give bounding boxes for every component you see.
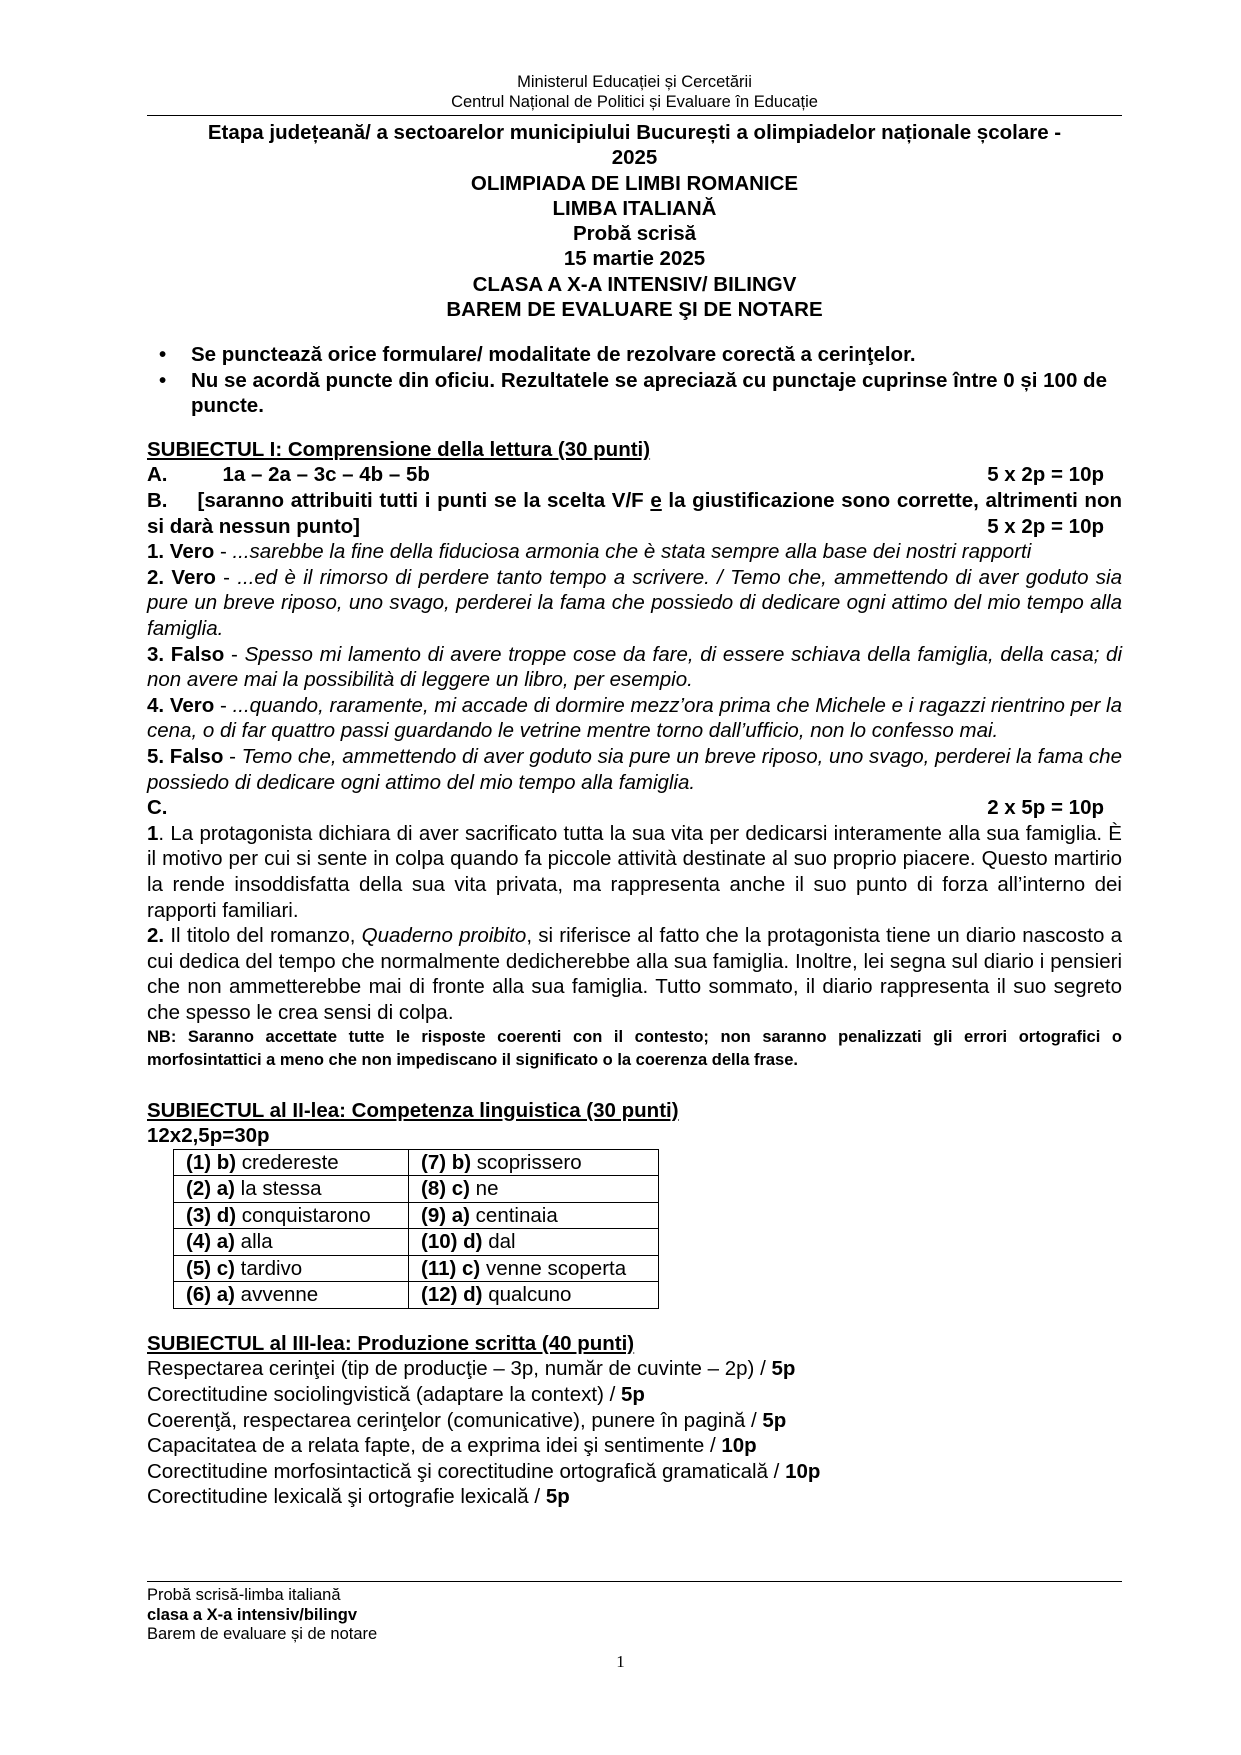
footer-divider [147, 1581, 1122, 1582]
item-label: 1 [147, 821, 159, 845]
bullet-icon: • [159, 343, 167, 367]
criterion-text: Corectitudine lexicală şi ortografie lexicală / [147, 1485, 546, 1509]
bullet-icon: • [159, 368, 167, 392]
answers-table [173, 1149, 659, 1309]
item-label: 3. Falso [147, 642, 225, 666]
table-row [174, 1255, 659, 1282]
table-cell [409, 1149, 659, 1176]
answer-value: avvenne [234, 1283, 319, 1307]
criterion-points: 5p [771, 1357, 796, 1381]
table-cell [174, 1202, 409, 1229]
note-text: [saranno attribuiti tutti i punti se la scelta V/F [197, 489, 651, 513]
list-item [147, 744, 1122, 795]
table-row [174, 1202, 659, 1229]
points: 2 x 5p = 10p [987, 796, 1104, 820]
document-title [147, 120, 1122, 322]
answer-value: credereste [236, 1150, 339, 1174]
answer-value: venne scoperta [480, 1256, 627, 1280]
document-page [147, 72, 1122, 1510]
list-item [147, 368, 1122, 419]
table-row [174, 1229, 659, 1256]
general-rules-list [147, 342, 1122, 419]
title-line: Probă scrisă [572, 222, 697, 246]
answer-key: (3) d) [186, 1203, 237, 1227]
item-text: , si riferisce al fatto che la protagonista tiene un diario nascosto a cui dedica del tempo che normalmente dedicherebbe alla sua famiglia. Inoltre, lei segna sul diario i pensieri che non ammetterebbe mai di fronte alla sua famiglia. Tutto sommato, il diario rappresenta il suo segreto che spesso le crea sensi di colpa. [147, 924, 1122, 1024]
item-label: 5. Falso [147, 745, 224, 768]
table-cell [174, 1282, 409, 1309]
part-label: C. [147, 796, 168, 820]
table-cell [409, 1176, 659, 1203]
section-3 [147, 1331, 1122, 1510]
answer-value: alla [234, 1230, 273, 1254]
table-cell [174, 1255, 409, 1282]
answer-value: ne [469, 1177, 499, 1201]
true-false-list [147, 539, 1122, 795]
table-cell [409, 1202, 659, 1229]
title-line: 15 martie 2025 [563, 247, 706, 271]
title-line: BAREM DE EVALUARE ŞI DE NOTARE [446, 298, 823, 322]
list-item [147, 693, 1122, 744]
list-item [147, 642, 1122, 693]
title-line: Etapa județeană/ a sectoarelor municipiului București a olimpiadelor naționale școlare - [207, 121, 1062, 144]
ministry-name: Ministerul Educației și Cercetării [517, 73, 752, 91]
list-item [147, 1356, 1122, 1382]
answers: 1a – 2a – 3c – 4b – 5b [222, 463, 430, 487]
title-line: LIMBA ITALIANĂ [552, 196, 717, 220]
item-label: 2. [147, 924, 165, 948]
list-item [147, 1484, 1122, 1510]
part-b [147, 488, 1122, 539]
rule-text: Nu se acordă puncte din oficiu. Rezultatele se apreciază cu punctaje cuprinse între 0 și 100 de puncte. [191, 368, 1107, 418]
answer-value: scoprissero [471, 1150, 582, 1174]
answer-value: centinaia [469, 1203, 558, 1227]
criterion-text: Capacitatea de a relata fapte, de a exprima idei şi sentimente / [147, 1434, 722, 1458]
answer-key: (6) a) [186, 1283, 235, 1307]
header [147, 72, 1122, 112]
part-label: A. [147, 463, 168, 487]
criterion-text: Respectarea cerinţei (tip de producţie – 3p, număr de cuvinte – 2p) / [147, 1357, 772, 1381]
answer-key: (10) d) [421, 1230, 483, 1254]
item-text: . La protagonista dichiara di aver sacrificato tutta la sua vita per dedicarsi interamente alla sua famiglia. È il motivo per cui si sente in colpa quando fa piccole attività destinate al suo proprio piacere. Questo martirio la rende insoddisfatta della sua vita privata, ma rappresenta anche il suo punto di forza all’interno dei rapporti familiari. [147, 821, 1122, 922]
table-row [174, 1282, 659, 1309]
answer-c1 [147, 821, 1122, 923]
title-line: OLIMPIADA DE LIMBI ROMANICE [470, 171, 799, 195]
item-text: ...quando, raramente, mi accade di dormire mezz’ora prima che Michele e i ragazzi rientrino per la cena, o di far quattro passi guardando le vetrine mentre torno dall’ufficio, non lo confesso mai. [147, 693, 1122, 743]
answer-value: tardivo [234, 1256, 303, 1280]
separator: - [214, 693, 233, 717]
part-label: B. [147, 489, 168, 513]
answer-key: (12) d) [421, 1283, 483, 1307]
separator: - [214, 540, 233, 564]
separator: - [223, 745, 242, 768]
table-row [174, 1176, 659, 1203]
item-label: 4. Vero [147, 693, 215, 717]
page-number: 1 [616, 1652, 625, 1671]
answer-value: la stessa [234, 1177, 322, 1201]
table-cell [174, 1229, 409, 1256]
separator: - [224, 642, 245, 666]
separator: - [215, 565, 238, 589]
note-text: e [650, 489, 662, 513]
book-title: Quaderno proibito [361, 924, 527, 948]
list-item [147, 539, 1122, 565]
rule-text: Se punctează orice formulare/ modalitate de rezolvare corectă a cerinţelor. [191, 343, 916, 367]
answer-key: (8) c) [421, 1177, 470, 1201]
answer-key: (5) c) [186, 1256, 235, 1280]
answer-key: (7) b) [421, 1150, 472, 1174]
section-heading: SUBIECTUL I: Comprensione della lettura (30 punti) [147, 437, 651, 461]
list-item [147, 1433, 1122, 1459]
answer-value: dal [482, 1230, 516, 1254]
criterion-points: 5p [621, 1382, 645, 1406]
answer-c2 [147, 923, 1122, 1025]
answer-key: (1) b) [186, 1150, 237, 1174]
footer-line: clasa a X-a intensiv/bilingv [147, 1605, 357, 1624]
table-row [174, 1149, 659, 1176]
criterion-text: Corectitudine sociolingvistică (adaptare la context) / [147, 1382, 622, 1406]
criterion-points: 5p [762, 1408, 787, 1432]
list-item [147, 565, 1122, 642]
part-a [147, 462, 1122, 488]
criterion-points: 10p [721, 1434, 757, 1458]
answer-key: (4) a) [186, 1230, 235, 1254]
item-text: ...ed è il rimorso di perdere tanto tempo a scrivere. / Temo che, ammettendo di aver goduto sia pure un breve riposo, uno svago, perderei la fama che possiedo di dedicare ogni attimo del mio tempo alla famiglia. [147, 565, 1122, 641]
answer-key: (9) a) [421, 1203, 470, 1227]
footer-line: Barem de evaluare și de notare [147, 1625, 378, 1643]
points: 5 x 2p = 10p [987, 514, 1104, 538]
section-1 [147, 437, 1122, 1072]
table-cell [174, 1149, 409, 1176]
center-name: Centrul Național de Politici și Evaluare în Educație [451, 93, 818, 111]
points: 12x2,5p=30p [147, 1124, 270, 1148]
item-text: Temo che, ammettendo di aver goduto sia pure un breve riposo, uno svago, perderei la fama che possiedo di dedicare ogni attimo del mio tempo alla famiglia. [147, 745, 1122, 794]
note-text: la giustificazione sono corrette, altrimenti non si darà nessun punto] [147, 489, 1122, 538]
table-cell [409, 1229, 659, 1256]
nb-note: NB: Saranno accettate tutte le risposte coerenti con il contesto; non saranno penalizzati gli errori ortografici o morfosintattici a meno che non impediscano il significato o la coerenza della frase. [147, 1027, 1122, 1069]
list-item [147, 342, 1122, 368]
item-text: Il titolo del romanzo, [164, 924, 362, 948]
list-item [147, 1459, 1122, 1485]
criterion-points: 5p [545, 1485, 570, 1509]
answer-key: (2) a) [186, 1177, 235, 1201]
item-label: 2. Vero [147, 565, 216, 589]
footer [147, 1578, 1122, 1645]
table-cell [409, 1255, 659, 1282]
section-2 [147, 1098, 1122, 1309]
part-a-content [147, 462, 430, 488]
criterion-text: Coerenţă, respectarea cerinţelor (comunicative), punere în pagină / [147, 1408, 763, 1432]
criterion-text: Corectitudine morfosintactică şi corectitudine ortografică gramaticală / [147, 1459, 786, 1483]
list-item [147, 1382, 1122, 1408]
table-cell [409, 1282, 659, 1309]
answer-key: (11) c) [421, 1256, 481, 1280]
table-cell [174, 1176, 409, 1203]
part-c [147, 795, 1122, 821]
item-label: 1. Vero [147, 540, 215, 564]
points: 5 x 2p = 10p [987, 463, 1104, 487]
title-line: 2025 [611, 146, 658, 170]
item-text: ...sarebbe la fine della fiduciosa armonia che è stata sempre alla base dei nostri rapporti [232, 540, 1032, 564]
title-line: CLASA A X-A INTENSIV/ BILINGV [472, 272, 797, 296]
item-text: Spesso mi lamento di avere troppe cose da fare, di essere schiava della famiglia, della casa; di non avere mai la possibilità di leggere un libro, per esempio. [147, 642, 1122, 692]
answer-value: qualcuno [482, 1283, 572, 1307]
criterion-points: 10p [785, 1459, 821, 1483]
list-item [147, 1408, 1122, 1434]
answer-value: conquistarono [236, 1203, 371, 1227]
footer-line: Probă scrisă-limba italiană [147, 1586, 341, 1604]
section-heading: SUBIECTUL al II-lea: Competenza linguistica (30 punti) [147, 1098, 679, 1122]
header-divider [147, 115, 1122, 116]
section-heading: SUBIECTUL al III-lea: Produzione scritta (40 punti) [147, 1331, 635, 1355]
